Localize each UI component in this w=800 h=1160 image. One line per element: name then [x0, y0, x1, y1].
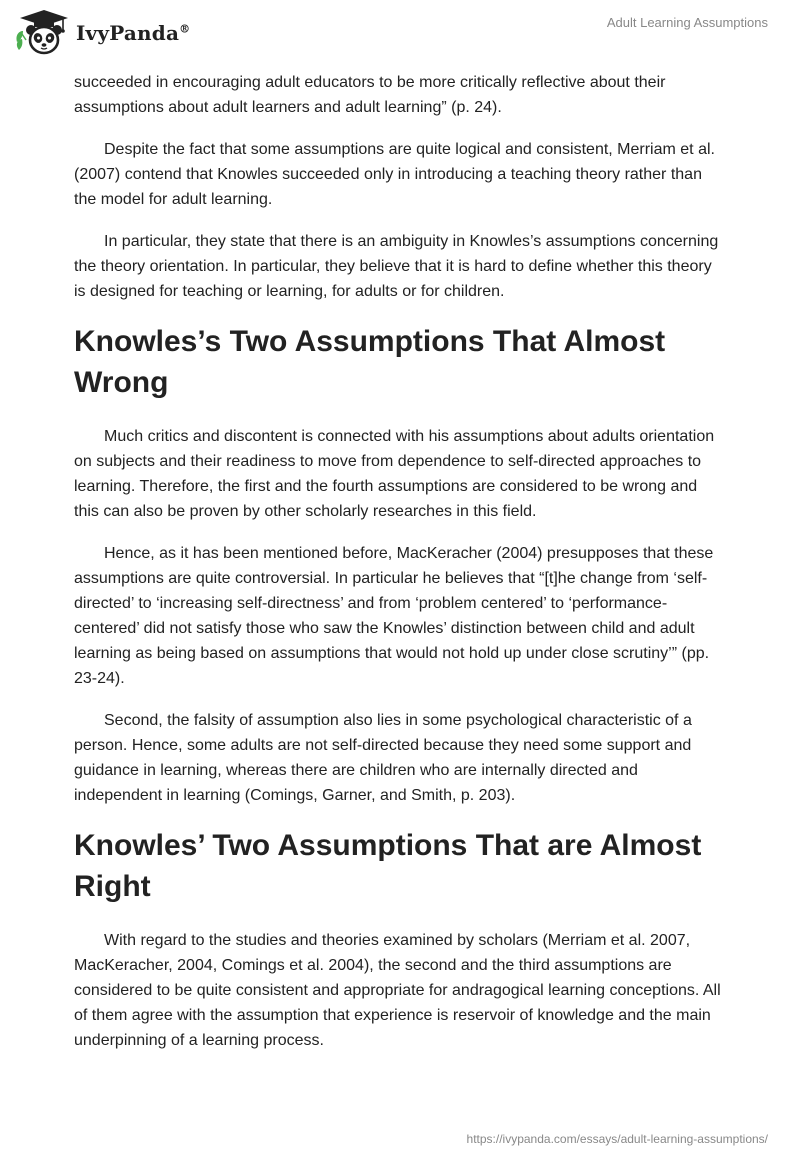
document-title: Adult Learning Assumptions	[606, 15, 768, 30]
essay-body	[74, 70, 722, 1070]
paragraph-5: Hence, as it has been mentioned before, MacKeracher (2004) presupposes that these assumptions are quite controversial. In particular he believes that “[t]he change from ‘self-directed’ to ‘increasing self-directness’ and from ‘problem centered’ to ‘performance-centered’ did not satisfy those who saw the Knowles’ distinction between child and adult learning as being based on assumptions that would not hold up under close scrutiny’” (pp. 23-24).	[74, 545, 714, 687]
source-url[interactable]: https://ivypanda.com/essays/adult-learning-assumptions/	[466, 1132, 768, 1146]
ivypanda-logo[interactable]	[14, 8, 190, 58]
paragraph-6: Second, the falsity of assumption also lies in some psychological characteristic of a person. Hence, some adults are not self-directed because they need some support and guidance in learning, whereas there are children who are internally directed and independent in learning (Comings, Garner, and Smith, p. 203).	[74, 712, 692, 804]
paragraph-7: With regard to the studies and theories examined by scholars (Merriam et al. 2007, MacKeracher, 2004, Comings et al. 2004), the second and the third assumptions are considered to be quite consistent and appropriate for andragogical learning conceptions. All of them agree with the assumption that experience is reservoir of knowledge and the main underpinning of a learning process.	[74, 932, 721, 1049]
paragraph-3: In particular, they state that there is an ambiguity in Knowles’s assumptions concerning the theory orientation. In particular, they believe that it is hard to define whether this theory is designed for teaching or learning, for adults or for children.	[74, 233, 719, 300]
paragraph-4: Much critics and discontent is connected with his assumptions about adults orientation on subjects and their readiness to move from dependence to self-directed approaches to learning. Therefore, the first and the fourth assumptions are considered to be wrong and this can also be proven by other scholarly researches in this field.	[74, 428, 715, 520]
page-header	[0, 0, 800, 66]
section-heading-almost-wrong: Knowles’s Two Assumptions That Almost Wrong	[74, 325, 666, 399]
panda-logo-icon	[14, 8, 70, 58]
brand-name: IvyPanda®	[76, 21, 191, 45]
section-heading-almost-right: Knowles’ Two Assumptions That are Almost Right	[74, 829, 702, 903]
paragraph-2: Despite the fact that some assumptions are quite logical and consistent, Merriam et al. (2007) contend that Knowles succeeded only in introducing a teaching theory rather than the model for adult learning.	[74, 141, 715, 208]
paragraph-1: succeeded in encouraging adult educators to be more critically reflective about their assumptions about adult learners and adult learning” (p. 24).	[74, 74, 666, 116]
